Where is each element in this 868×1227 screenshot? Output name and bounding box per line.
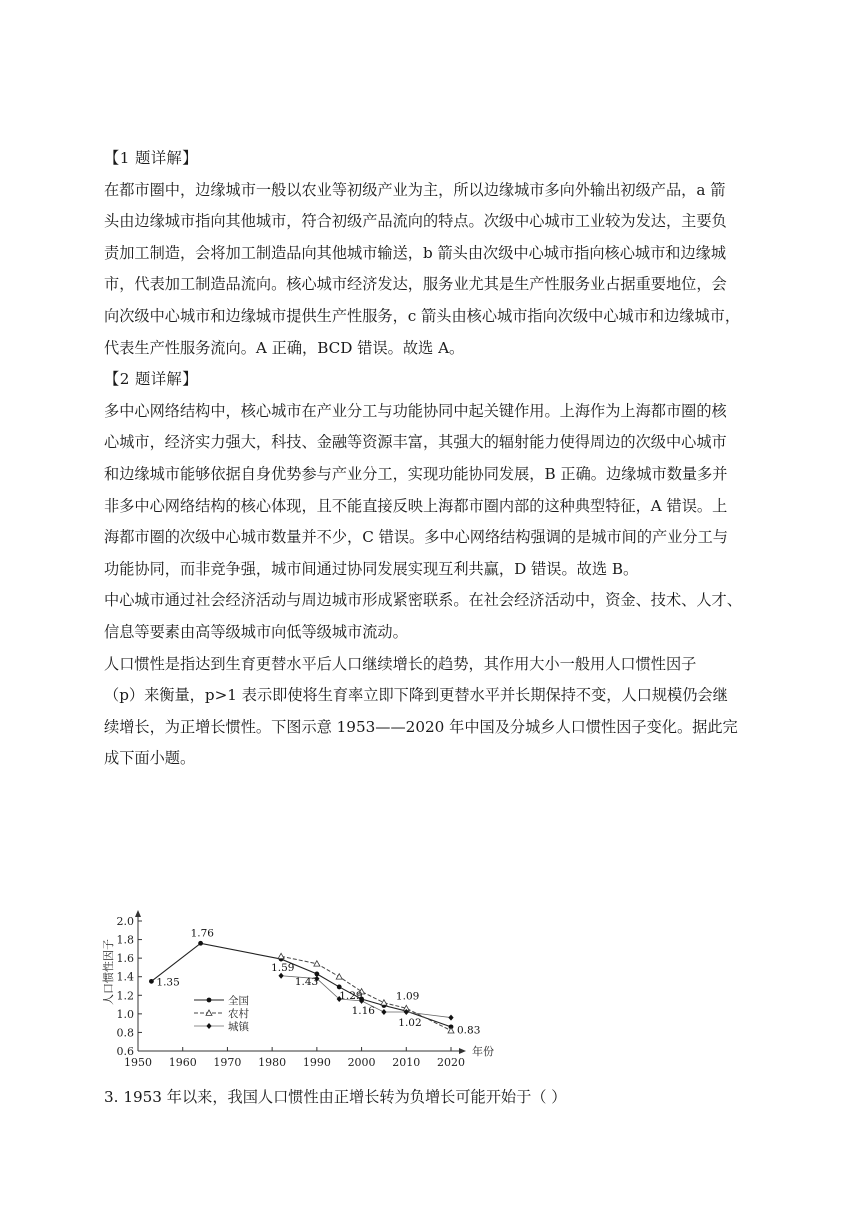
paragraph-line: （p）来衡量，p>1 表示即使将生育率立即下降到更替水平并长期保持不变，人口规模仍会继 <box>104 686 728 705</box>
paragraph-line: 头由边缘城市指向其他城市，符合初级产品流向的特点。次级中心城市工业较为发达，主要负 <box>104 212 727 231</box>
paragraph-line: 功能协同，而非竞争强，城市间通过协同发展实现互利共赢，D 错误。故选 B。 <box>104 559 639 578</box>
data-label: 1.29 <box>339 989 363 1002</box>
population-inertia-chart <box>96 905 516 1079</box>
data-point <box>206 1023 211 1029</box>
data-point <box>278 953 284 958</box>
paragraph-line: 多中心网络结构中，核心城市在产业分工与功能协同中起关键作用。上海作为上海都市圈的核 <box>104 401 727 420</box>
data-point <box>448 1028 454 1033</box>
paragraph-line: 海都市圈的次级中心城市数量并不少，C 错误。多中心网络结构强调的是城市间的产业分工与 <box>104 528 728 547</box>
x-tick-label: 2000 <box>347 1056 376 1069</box>
data-point <box>336 974 342 979</box>
y-tick-label: 1.2 <box>116 989 134 1003</box>
x-tick-label: 1980 <box>258 1056 287 1069</box>
legend-label: 城镇 <box>228 1021 249 1033</box>
data-label: 0.83 <box>457 1024 481 1037</box>
data-point <box>337 985 342 990</box>
y-tick-label: 1.6 <box>116 952 134 966</box>
x-axis-label: 年份 <box>472 1045 494 1058</box>
data-point <box>448 1015 453 1021</box>
section-heading-q2: 【2 题详解】 <box>104 370 198 389</box>
data-point <box>149 979 154 984</box>
series-line-农村 <box>281 956 451 1030</box>
paragraph-line: 向次级中心城市和边缘城市提供生产性服务，c 箭头由核心城市指向次级中心城市和边缘城市， <box>104 306 741 325</box>
paragraph-line: 市，代表加工制造品流向。核心城市经济发达，服务业尤其是生产性服务业占据重要地位，会 <box>104 275 727 294</box>
x-tick-label: 2020 <box>437 1056 465 1069</box>
data-point <box>314 961 320 966</box>
x-tick-label: 1950 <box>124 1056 152 1069</box>
paragraph-line: 心城市，经济实力强大，科技、金融等资源丰富，其强大的辐射能力使得周边的次级中心城市 <box>104 433 727 452</box>
legend-label: 全国 <box>228 995 249 1007</box>
paragraph-line: 成下面小题。 <box>104 749 196 768</box>
y-tick-label: 0.8 <box>116 1026 134 1040</box>
chart-svg <box>96 905 516 1075</box>
data-point <box>381 1009 386 1015</box>
paragraph-line: 代表生产性服务流向。A 正确，BCD 错误。故选 A。 <box>104 338 465 357</box>
y-tick-label: 1.0 <box>116 1007 134 1021</box>
paragraph-line: 在都市圈中，边缘城市一般以农业等初级产业为主，所以边缘城市多向外输出初级产品，a 箭 <box>104 180 726 199</box>
data-point <box>381 1000 387 1005</box>
y-tick-label: 2.0 <box>116 915 134 928</box>
paragraph-line: 非多中心网络结构的核心体现，且不能直接反映上海都市圈内部的这种典型特征，A 错误。上 <box>104 496 728 515</box>
y-axis-arrow <box>135 910 141 917</box>
data-point <box>207 998 212 1003</box>
y-tick-label: 1.4 <box>116 970 134 984</box>
data-label: 1.16 <box>351 1005 375 1017</box>
data-label: 1.02 <box>398 1017 422 1029</box>
paragraph-line: 和边缘城市能够依据自身优势参与产业分工，实现功能协同发展，B 正确。边缘城市数量多并 <box>104 464 728 483</box>
paragraph-line: 中心城市通过社会经济活动与周边城市形成紧密联系。在社会经济活动中，资金、技术、人才、 <box>104 591 742 610</box>
x-tick-label: 1970 <box>213 1056 242 1069</box>
data-label: 1.43 <box>294 975 319 988</box>
paragraph-line: 责加工制造，会将加工制造品向其他城市输送，b 箭头由次级中心城市指向核心城市和边缘城 <box>104 243 727 262</box>
question-3: 3. 1953 年以来，我国人口惯性由正增长转为负增长可能开始于（ ） <box>104 1088 567 1106</box>
data-label: 1.59 <box>271 962 295 975</box>
y-tick-label: 1.8 <box>116 933 134 947</box>
section-heading-q1: 【1 题详解】 <box>104 149 198 167</box>
y-axis-label: 人口惯性因子 <box>102 939 115 1005</box>
y-tick-label: 0.6 <box>116 1045 134 1058</box>
x-axis-arrow <box>459 1048 466 1054</box>
paragraph-line: 信息等要素由高等级城市向低等级城市流动。 <box>104 622 408 641</box>
data-label: 1.76 <box>190 927 214 940</box>
paragraph-line: 人口惯性是指达到生育更替水平后人口继续增长的趋势，其作用大小一般用人口惯性因子 <box>104 654 697 673</box>
x-tick-label: 2010 <box>392 1056 421 1069</box>
data-label: 1.09 <box>395 990 420 1003</box>
x-tick-label: 1960 <box>168 1056 197 1069</box>
explanation-text <box>104 143 772 775</box>
data-label: 1.35 <box>156 976 180 989</box>
x-tick-label: 1990 <box>302 1056 331 1069</box>
paragraph-line: 续增长，为正增长惯性。下图示意 1953——2020 年中国及分城乡人口惯性因子变化。据此完 <box>104 717 738 736</box>
legend-label: 农村 <box>228 1008 249 1020</box>
data-point <box>198 941 203 946</box>
